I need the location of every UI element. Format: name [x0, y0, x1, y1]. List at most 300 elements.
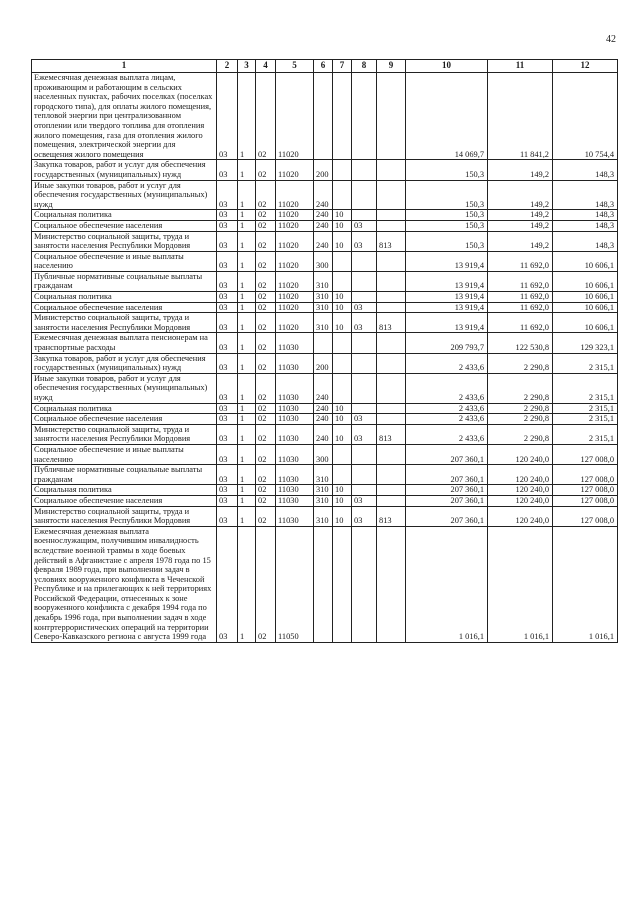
cell-col-4: 02	[256, 373, 276, 403]
cell-col-3: 1	[238, 485, 256, 496]
cell-col-2: 03	[217, 73, 238, 160]
cell-col-9	[377, 465, 406, 485]
cell-col-3: 1	[238, 465, 256, 485]
cell-col-9	[377, 180, 406, 210]
cell-col-2: 03	[217, 465, 238, 485]
cell-col-8	[352, 373, 377, 403]
cell-col-2: 03	[217, 210, 238, 221]
cell-col-11: 1 016,1	[488, 526, 553, 642]
cell-col-4: 02	[256, 313, 276, 333]
cell-col-9	[377, 353, 406, 373]
cell-col-9	[377, 403, 406, 414]
cell-col-7: 10	[333, 506, 352, 526]
row-name-cell: Иные закупки товаров, работ и услуг для обеспечения государственных (муниципальных) нужд	[32, 180, 217, 210]
cell-col-8: 03	[352, 495, 377, 506]
cell-col-7: 10	[333, 485, 352, 496]
row-name-cell: Министерство социальной защиты, труда и занятости населения Республики Мордовия	[32, 231, 217, 251]
row-name-cell: Закупка товаров, работ и услуг для обеспечения государственных (муниципальных) нужд	[32, 353, 217, 373]
cell-col-11: 120 240,0	[488, 465, 553, 485]
table-row	[32, 73, 618, 160]
cell-col-10: 13 919,4	[406, 313, 488, 333]
table-header	[32, 60, 618, 73]
row-name-cell: Министерство социальной защиты, труда и занятости населения Республики Мордовия	[32, 506, 217, 526]
cell-col-10: 2 433,6	[406, 424, 488, 444]
cell-col-11: 120 240,0	[488, 444, 553, 464]
cell-col-4: 02	[256, 353, 276, 373]
cell-col-12: 127 008,0	[553, 485, 618, 496]
cell-col-3: 1	[238, 251, 256, 271]
cell-col-11: 11 692,0	[488, 251, 553, 271]
cell-col-8	[352, 485, 377, 496]
page-number: 42	[606, 34, 616, 45]
cell-col-7	[333, 526, 352, 642]
cell-col-10: 13 919,4	[406, 292, 488, 303]
cell-col-11: 120 240,0	[488, 495, 553, 506]
cell-col-8: 03	[352, 313, 377, 333]
row-name-cell: Публичные нормативные социальные выплаты гражданам	[32, 465, 217, 485]
row-name-cell: Ежемесячная денежная выплата лицам, проживающим и работающим в сельских населенных пунктах, рабочих поселках (поселках городского типа), для оплаты жилого помещения, тепловой энергии при централизованном отоплении или твердого топлива для отопления жилого помещения, газа для отопления жилого помещения, электрической энергии для освещения жилого помещения	[32, 73, 217, 160]
cell-col-2: 03	[217, 333, 238, 353]
cell-col-9	[377, 333, 406, 353]
cell-col-7	[333, 444, 352, 464]
row-name-cell: Министерство социальной защиты, труда и занятости населения Республики Мордовия	[32, 313, 217, 333]
cell-col-9	[377, 292, 406, 303]
cell-col-9: 813	[377, 506, 406, 526]
cell-col-12: 148,3	[553, 210, 618, 221]
cell-col-11: 11 841,2	[488, 73, 553, 160]
row-name-cell: Социальная политика	[32, 403, 217, 414]
cell-col-9	[377, 160, 406, 180]
row-name-cell: Социальное обеспечение и иные выплаты населению	[32, 251, 217, 271]
cell-col-11: 2 290,8	[488, 414, 553, 425]
cell-col-9	[377, 526, 406, 642]
cell-col-10: 13 919,4	[406, 271, 488, 291]
cell-col-10: 150,3	[406, 220, 488, 231]
cell-col-9	[377, 495, 406, 506]
cell-col-10: 207 360,1	[406, 444, 488, 464]
table-row	[32, 313, 618, 333]
cell-col-2: 03	[217, 160, 238, 180]
cell-col-7: 10	[333, 231, 352, 251]
cell-col-10: 14 069,7	[406, 73, 488, 160]
row-name-cell: Социальное обеспечение населения	[32, 220, 217, 231]
cell-col-4: 02	[256, 526, 276, 642]
cell-col-7: 10	[333, 495, 352, 506]
cell-col-8	[352, 465, 377, 485]
cell-col-6: 240	[314, 373, 333, 403]
cell-col-3: 1	[238, 495, 256, 506]
cell-col-11: 120 240,0	[488, 506, 553, 526]
cell-col-9	[377, 485, 406, 496]
cell-col-12: 148,3	[553, 231, 618, 251]
cell-col-2: 03	[217, 353, 238, 373]
cell-col-11: 149,2	[488, 160, 553, 180]
table-row	[32, 495, 618, 506]
cell-col-2: 03	[217, 403, 238, 414]
cell-col-12: 148,3	[553, 220, 618, 231]
cell-col-12: 10 606,1	[553, 302, 618, 313]
cell-col-8: 03	[352, 302, 377, 313]
cell-col-12: 10 606,1	[553, 251, 618, 271]
cell-col-8	[352, 403, 377, 414]
cell-col-6: 240	[314, 210, 333, 221]
cell-col-10: 2 433,6	[406, 414, 488, 425]
cell-col-4: 02	[256, 333, 276, 353]
table-row	[32, 180, 618, 210]
cell-col-12: 2 315,1	[553, 424, 618, 444]
cell-col-11: 149,2	[488, 210, 553, 221]
cell-col-8	[352, 292, 377, 303]
cell-col-10: 209 793,7	[406, 333, 488, 353]
cell-col-6: 310	[314, 271, 333, 291]
cell-col-7: 10	[333, 424, 352, 444]
cell-col-7	[333, 353, 352, 373]
cell-col-2: 03	[217, 424, 238, 444]
table-row	[32, 506, 618, 526]
cell-col-10: 150,3	[406, 231, 488, 251]
row-name-cell: Социальная политика	[32, 292, 217, 303]
row-name-cell: Иные закупки товаров, работ и услуг для обеспечения государственных (муниципальных) нужд	[32, 373, 217, 403]
cell-col-2: 03	[217, 414, 238, 425]
cell-col-8: 03	[352, 414, 377, 425]
row-name-cell: Ежемесячная денежная выплата военнослужащим, получившим инвалидность вследствие военной травмы в ходе боевых действий в Афганистане с апреля 1978 года по 15 февраля 1989 года, при выполнении задач в условиях вооруженного конфликта в Чеченской Республике и на прилегающих к ней территориях Российской Федерации, отнесенных к зоне вооруженного конфликта с декабря 1994 года по декабрь 1996 года, при выполнении задач в ходе контртеррористических операций на территории Северо-Кавказского региона с августа 1999 года	[32, 526, 217, 642]
table-row	[32, 403, 618, 414]
cell-col-10: 207 360,1	[406, 495, 488, 506]
cell-col-4: 02	[256, 210, 276, 221]
cell-col-2: 03	[217, 292, 238, 303]
cell-col-7	[333, 251, 352, 271]
cell-col-3: 1	[238, 180, 256, 210]
cell-col-2: 03	[217, 444, 238, 464]
table-row	[32, 373, 618, 403]
cell-col-5: 11050	[276, 526, 314, 642]
cell-col-6: 240	[314, 403, 333, 414]
cell-col-7: 10	[333, 313, 352, 333]
cell-col-12: 2 315,1	[553, 353, 618, 373]
cell-col-3: 1	[238, 373, 256, 403]
table-row	[32, 231, 618, 251]
cell-col-7	[333, 373, 352, 403]
column-header-12: 12	[553, 60, 618, 73]
cell-col-9	[377, 271, 406, 291]
table-row	[32, 210, 618, 221]
cell-col-4: 02	[256, 302, 276, 313]
table-row	[32, 526, 618, 642]
cell-col-2: 03	[217, 271, 238, 291]
cell-col-11: 122 530,8	[488, 333, 553, 353]
cell-col-2: 03	[217, 526, 238, 642]
cell-col-3: 1	[238, 292, 256, 303]
table-row	[32, 292, 618, 303]
cell-col-11: 120 240,0	[488, 485, 553, 496]
cell-col-7: 10	[333, 210, 352, 221]
cell-col-5: 11020	[276, 271, 314, 291]
cell-col-5: 11020	[276, 313, 314, 333]
cell-col-12: 1 016,1	[553, 526, 618, 642]
cell-col-5: 11020	[276, 251, 314, 271]
cell-col-3: 1	[238, 73, 256, 160]
cell-col-11: 11 692,0	[488, 292, 553, 303]
table-row	[32, 220, 618, 231]
table-row	[32, 444, 618, 464]
column-header-4: 4	[256, 60, 276, 73]
table-row	[32, 424, 618, 444]
cell-col-2: 03	[217, 231, 238, 251]
cell-col-2: 03	[217, 313, 238, 333]
cell-col-9: 813	[377, 231, 406, 251]
cell-col-10: 13 919,4	[406, 302, 488, 313]
cell-col-6: 200	[314, 160, 333, 180]
cell-col-11: 149,2	[488, 180, 553, 210]
row-name-cell: Ежемесячная денежная выплата пенсионерам на транспортные расходы	[32, 333, 217, 353]
cell-col-4: 02	[256, 271, 276, 291]
cell-col-7	[333, 180, 352, 210]
budget-table	[31, 59, 618, 643]
cell-col-3: 1	[238, 160, 256, 180]
table-row	[32, 160, 618, 180]
column-header-5: 5	[276, 60, 314, 73]
cell-col-9	[377, 414, 406, 425]
cell-col-6: 240	[314, 180, 333, 210]
row-name-cell: Социальное обеспечение населения	[32, 302, 217, 313]
cell-col-5: 11020	[276, 231, 314, 251]
cell-col-5: 11030	[276, 506, 314, 526]
cell-col-7	[333, 465, 352, 485]
cell-col-11: 149,2	[488, 231, 553, 251]
cell-col-3: 1	[238, 506, 256, 526]
cell-col-4: 02	[256, 465, 276, 485]
cell-col-5: 11030	[276, 403, 314, 414]
cell-col-10: 150,3	[406, 180, 488, 210]
cell-col-12: 127 008,0	[553, 495, 618, 506]
cell-col-10: 2 433,6	[406, 403, 488, 414]
cell-col-8: 03	[352, 424, 377, 444]
cell-col-12: 127 008,0	[553, 506, 618, 526]
cell-col-3: 1	[238, 271, 256, 291]
cell-col-6	[314, 526, 333, 642]
cell-col-7: 10	[333, 292, 352, 303]
cell-col-5: 11020	[276, 160, 314, 180]
cell-col-5: 11030	[276, 465, 314, 485]
cell-col-8	[352, 73, 377, 160]
cell-col-3: 1	[238, 313, 256, 333]
cell-col-2: 03	[217, 485, 238, 496]
column-header-9: 9	[377, 60, 406, 73]
cell-col-5: 11030	[276, 333, 314, 353]
cell-col-8	[352, 251, 377, 271]
cell-col-10: 2 433,6	[406, 353, 488, 373]
cell-col-6: 300	[314, 444, 333, 464]
cell-col-2: 03	[217, 251, 238, 271]
cell-col-3: 1	[238, 403, 256, 414]
cell-col-7	[333, 73, 352, 160]
cell-col-4: 02	[256, 403, 276, 414]
cell-col-2: 03	[217, 506, 238, 526]
cell-col-3: 1	[238, 353, 256, 373]
cell-col-12: 10 754,4	[553, 73, 618, 160]
cell-col-4: 02	[256, 495, 276, 506]
cell-col-9	[377, 73, 406, 160]
cell-col-3: 1	[238, 302, 256, 313]
cell-col-3: 1	[238, 210, 256, 221]
cell-col-10: 13 919,4	[406, 251, 488, 271]
cell-col-3: 1	[238, 526, 256, 642]
table-row	[32, 465, 618, 485]
row-name-cell: Закупка товаров, работ и услуг для обеспечения государственных (муниципальных) нужд	[32, 160, 217, 180]
table-row	[32, 333, 618, 353]
row-name-cell: Социальное обеспечение населения	[32, 414, 217, 425]
cell-col-6: 310	[314, 506, 333, 526]
column-header-2: 2	[217, 60, 238, 73]
cell-col-6: 310	[314, 292, 333, 303]
cell-col-10: 207 360,1	[406, 465, 488, 485]
cell-col-11: 11 692,0	[488, 271, 553, 291]
cell-col-6: 310	[314, 495, 333, 506]
cell-col-10: 207 360,1	[406, 506, 488, 526]
cell-col-12: 2 315,1	[553, 414, 618, 425]
cell-col-8	[352, 526, 377, 642]
cell-col-10: 2 433,6	[406, 373, 488, 403]
column-header-1: 1	[32, 60, 217, 73]
cell-col-5: 11030	[276, 424, 314, 444]
cell-col-8: 03	[352, 220, 377, 231]
cell-col-12: 148,3	[553, 180, 618, 210]
cell-col-3: 1	[238, 220, 256, 231]
cell-col-5: 11020	[276, 302, 314, 313]
cell-col-4: 02	[256, 220, 276, 231]
cell-col-11: 2 290,8	[488, 424, 553, 444]
cell-col-7: 10	[333, 220, 352, 231]
cell-col-11: 11 692,0	[488, 302, 553, 313]
cell-col-9	[377, 210, 406, 221]
cell-col-6: 240	[314, 414, 333, 425]
cell-col-4: 02	[256, 485, 276, 496]
cell-col-12: 129 323,1	[553, 333, 618, 353]
cell-col-9	[377, 302, 406, 313]
cell-col-8	[352, 333, 377, 353]
cell-col-5: 11020	[276, 73, 314, 160]
row-name-cell: Социальное обеспечение и иные выплаты населению	[32, 444, 217, 464]
cell-col-8	[352, 444, 377, 464]
cell-col-8	[352, 353, 377, 373]
cell-col-10: 1 016,1	[406, 526, 488, 642]
table-body	[32, 73, 618, 643]
cell-col-6	[314, 73, 333, 160]
cell-col-4: 02	[256, 444, 276, 464]
cell-col-8	[352, 271, 377, 291]
cell-col-10: 150,3	[406, 160, 488, 180]
row-name-cell: Социальное обеспечение населения	[32, 495, 217, 506]
cell-col-2: 03	[217, 373, 238, 403]
cell-col-4: 02	[256, 231, 276, 251]
cell-col-3: 1	[238, 231, 256, 251]
row-name-cell: Публичные нормативные социальные выплаты гражданам	[32, 271, 217, 291]
cell-col-5: 11030	[276, 414, 314, 425]
cell-col-4: 02	[256, 180, 276, 210]
cell-col-8	[352, 180, 377, 210]
table-row	[32, 251, 618, 271]
cell-col-6: 310	[314, 485, 333, 496]
column-header-3: 3	[238, 60, 256, 73]
row-name-cell: Социальная политика	[32, 485, 217, 496]
table-row	[32, 414, 618, 425]
cell-col-6: 300	[314, 251, 333, 271]
cell-col-5: 11030	[276, 444, 314, 464]
cell-col-4: 02	[256, 292, 276, 303]
cell-col-12: 148,3	[553, 160, 618, 180]
cell-col-6	[314, 333, 333, 353]
cell-col-12: 10 606,1	[553, 271, 618, 291]
cell-col-11: 2 290,8	[488, 353, 553, 373]
cell-col-7	[333, 271, 352, 291]
cell-col-7: 10	[333, 302, 352, 313]
cell-col-7: 10	[333, 403, 352, 414]
cell-col-9: 813	[377, 424, 406, 444]
cell-col-6: 200	[314, 353, 333, 373]
cell-col-9: 813	[377, 313, 406, 333]
cell-col-3: 1	[238, 333, 256, 353]
cell-col-5: 11020	[276, 180, 314, 210]
cell-col-11: 11 692,0	[488, 313, 553, 333]
column-header-11: 11	[488, 60, 553, 73]
cell-col-3: 1	[238, 414, 256, 425]
cell-col-4: 02	[256, 414, 276, 425]
cell-col-6: 310	[314, 302, 333, 313]
cell-col-8	[352, 210, 377, 221]
cell-col-12: 10 606,1	[553, 292, 618, 303]
cell-col-12: 127 008,0	[553, 465, 618, 485]
cell-col-6: 310	[314, 313, 333, 333]
row-name-cell: Социальная политика	[32, 210, 217, 221]
cell-col-2: 03	[217, 495, 238, 506]
cell-col-5: 11030	[276, 353, 314, 373]
cell-col-4: 02	[256, 424, 276, 444]
cell-col-7: 10	[333, 414, 352, 425]
cell-col-5: 11030	[276, 495, 314, 506]
cell-col-6: 240	[314, 424, 333, 444]
column-header-10: 10	[406, 60, 488, 73]
cell-col-2: 03	[217, 302, 238, 313]
cell-col-3: 1	[238, 444, 256, 464]
cell-col-12: 2 315,1	[553, 403, 618, 414]
column-header-6: 6	[314, 60, 333, 73]
column-header-8: 8	[352, 60, 377, 73]
cell-col-2: 03	[217, 220, 238, 231]
cell-col-10: 150,3	[406, 210, 488, 221]
cell-col-5: 11030	[276, 373, 314, 403]
cell-col-5: 11020	[276, 220, 314, 231]
table-row	[32, 485, 618, 496]
cell-col-8: 03	[352, 506, 377, 526]
cell-col-4: 02	[256, 251, 276, 271]
cell-col-6: 310	[314, 465, 333, 485]
table-row	[32, 302, 618, 313]
cell-col-10: 207 360,1	[406, 485, 488, 496]
cell-col-11: 2 290,8	[488, 403, 553, 414]
cell-col-12: 2 315,1	[553, 373, 618, 403]
cell-col-2: 03	[217, 180, 238, 210]
table-row	[32, 353, 618, 373]
row-name-cell: Министерство социальной защиты, труда и занятости населения Республики Мордовия	[32, 424, 217, 444]
cell-col-9	[377, 251, 406, 271]
table-row	[32, 271, 618, 291]
column-header-7: 7	[333, 60, 352, 73]
cell-col-6: 240	[314, 220, 333, 231]
cell-col-9	[377, 373, 406, 403]
cell-col-9	[377, 444, 406, 464]
cell-col-11: 149,2	[488, 220, 553, 231]
cell-col-4: 02	[256, 506, 276, 526]
